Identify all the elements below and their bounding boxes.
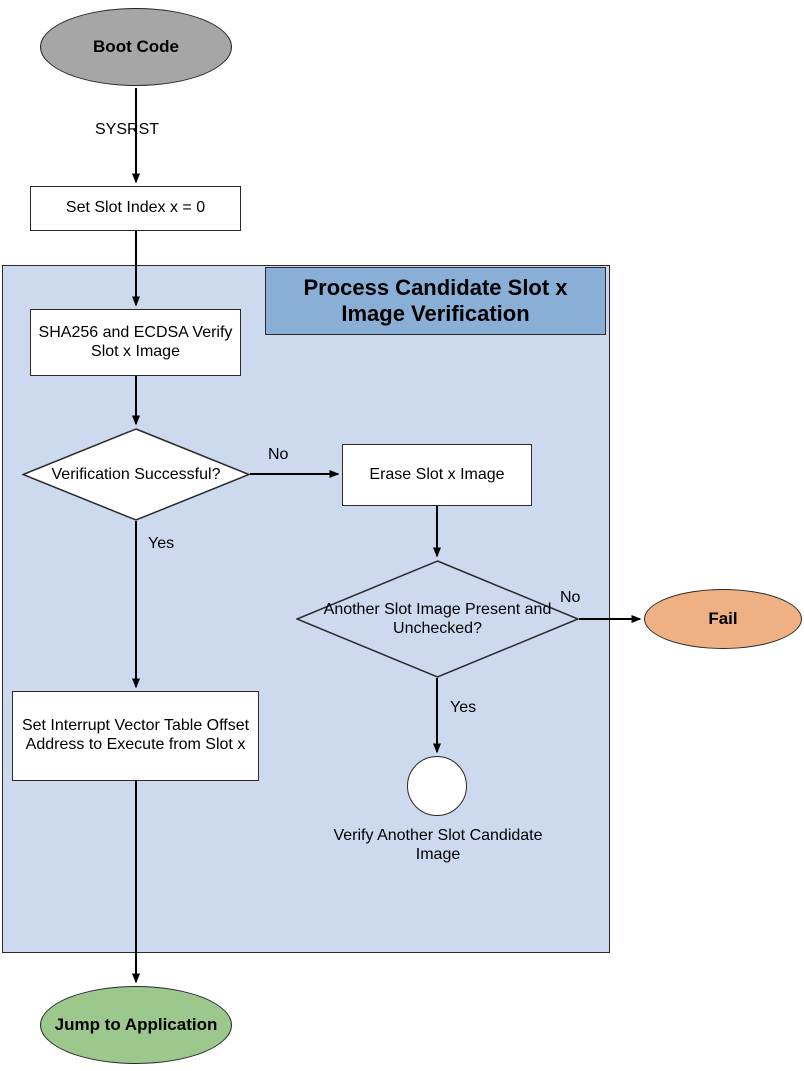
connector-circle-icon[interactable] [407, 756, 467, 816]
node-jump-to-application[interactable]: Jump to Application [40, 986, 232, 1064]
group-title: Process Candidate Slot x Image Verification [265, 267, 606, 335]
connector-caption: Verify Another Slot Candidate Image [333, 827, 543, 864]
node-fail[interactable]: Fail [644, 589, 802, 649]
node-boot-code[interactable]: Boot Code [40, 8, 232, 86]
edge-label-sysrst: SYSRST [95, 121, 160, 138]
node-verification-successful-label: Verification Successful? [51, 465, 221, 483]
node-another-slot-present-label: Another Slot Image Present and Unchecked? [323, 600, 552, 637]
edge-label-verification-yes: Yes [148, 535, 175, 552]
node-set-interrupt-vector-table[interactable]: Set Interrupt Vector Table Offset Address to Execute from Slot x [12, 691, 259, 781]
node-sha256-ecdsa-verify[interactable]: SHA256 and ECDSA Verify Slot x Image [30, 309, 241, 376]
node-another-slot-present[interactable] [296, 560, 579, 678]
node-erase-slot-image[interactable]: Erase Slot x Image [342, 444, 532, 506]
node-set-slot-index[interactable]: Set Slot Index x = 0 [30, 186, 241, 231]
node-verification-successful[interactable] [22, 428, 250, 521]
edge-label-another-slot-yes: Yes [450, 699, 477, 716]
edge-label-verification-no: No [268, 446, 289, 463]
edge-label-another-slot-no: No [560, 589, 581, 606]
